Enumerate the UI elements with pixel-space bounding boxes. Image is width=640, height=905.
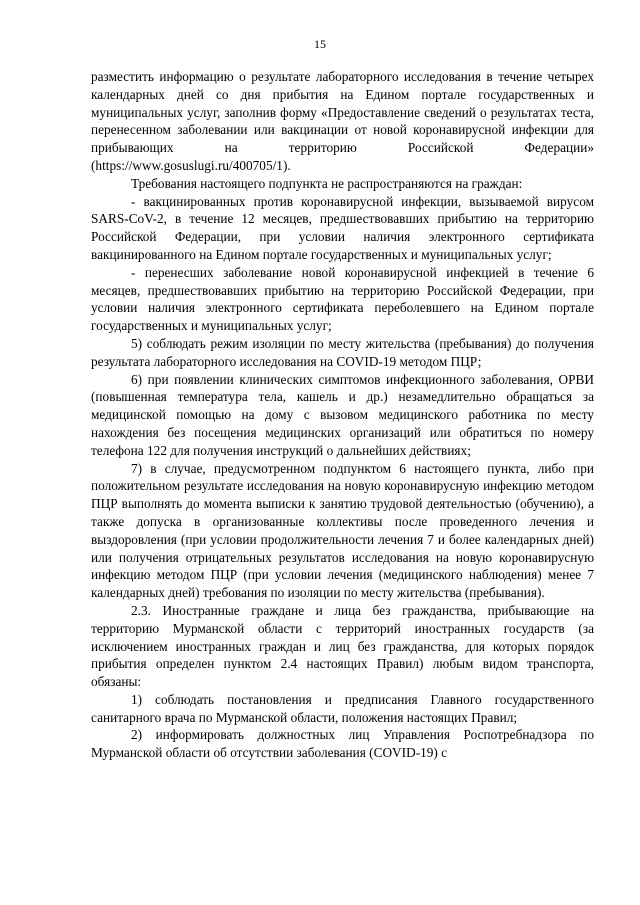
paragraph-section-2-3-item-1: 1) соблюдать постановления и предписания Главного государственного санитарного врача по Мурманской области, положения настоящих Правил; xyxy=(91,691,594,725)
paragraph-exemptions-intro: Требования настоящего подпункта не распространяются на граждан: xyxy=(131,175,523,191)
paragraph-item-6: 6) при появлении клинических симптомов инфекционного заболевания, ОРВИ (повышенная температура тела, кашель и др.) незамедлительно обращаться за медицинской помощью на дому с вызовом медицинского работника по месту нахождения без посещения медицинских организаций или обратиться по номеру телефона 122 для получения инструкций о дальнейших действиях; xyxy=(91,371,594,458)
paragraph-exemption-vaccinated: - вакцинированных против коронавирусной инфекции, вызываемой вирусом SARS-CoV-2, в течение 12 месяцев, предшествовавших прибытию на территорию Российской Федерации, при условии наличия электронного сертификата вакцинированного на Едином портале государственных и муниципальных услуг; xyxy=(91,193,594,262)
page-number: 15 xyxy=(314,37,326,51)
paragraph-item-5: 5) соблюдать режим изоляции по месту жительства (пребывания) до получения результата лабораторного исследования на COVID-19 методом ПЦР; xyxy=(91,335,594,369)
paragraph-item-7: 7) в случае, предусмотренном подпунктом 6 настоящего пункта, либо при положительном результате исследования на новую коронавирусную инфекцию методом ПЦР выполнять до момента выписки к занятию трудовой деятельностью (обучению), а также допуска в организованные коллективы после проведенного лечения и выздоровления (при условии продолжительности лечения 7 и более календарных дней) или получения отрицательных результатов исследования на новую коронавирусную инфекцию методом ПЦР (при условии лечения (медицинского наблюдения) менее 7 календарных дней) требования по изоляции по месту жительства (пребывания). xyxy=(91,460,594,601)
paragraph-section-2-3: 2.3. Иностранные граждане и лица без гражданства, прибывающие на территорию Мурманской области с территорий иностранных государств (за исключением иностранных граждан и лиц без гражданства, для которых порядок прибытия определен пунктом 2.4 настоящих Правил) любым видом транспорта, обязаны: xyxy=(91,602,594,690)
paragraph-exemption-recovered: - перенесших заболевание новой коронавирусной инфекцией в течение 6 месяцев, предшествовавших прибытию на территорию Российской Федерации, при условии наличия электронного сертификата переболевшего на Едином портале государственных и муниципальных услуг; xyxy=(91,264,594,334)
paragraph-continuation: разместить информацию о результате лабораторного исследования в течение четырех календарных дней со дня прибытия на Едином портале государственных и муниципальных услуг, заполнив форму «Предоставление сведений о результатах теста, перенесенном заболевании или вакцинации от новой коронавирусной инфекции для прибывающих на территорию Российской Федерации» (https://www.gosuslugi.ru/400705/1). xyxy=(91,69,594,173)
document-body xyxy=(91,68,594,762)
paragraph-section-2-3-item-2: 2) информировать должностных лиц Управления Роспотребнадзора по Мурманской области об отсутствии заболевания (COVID-19) с xyxy=(91,727,594,761)
